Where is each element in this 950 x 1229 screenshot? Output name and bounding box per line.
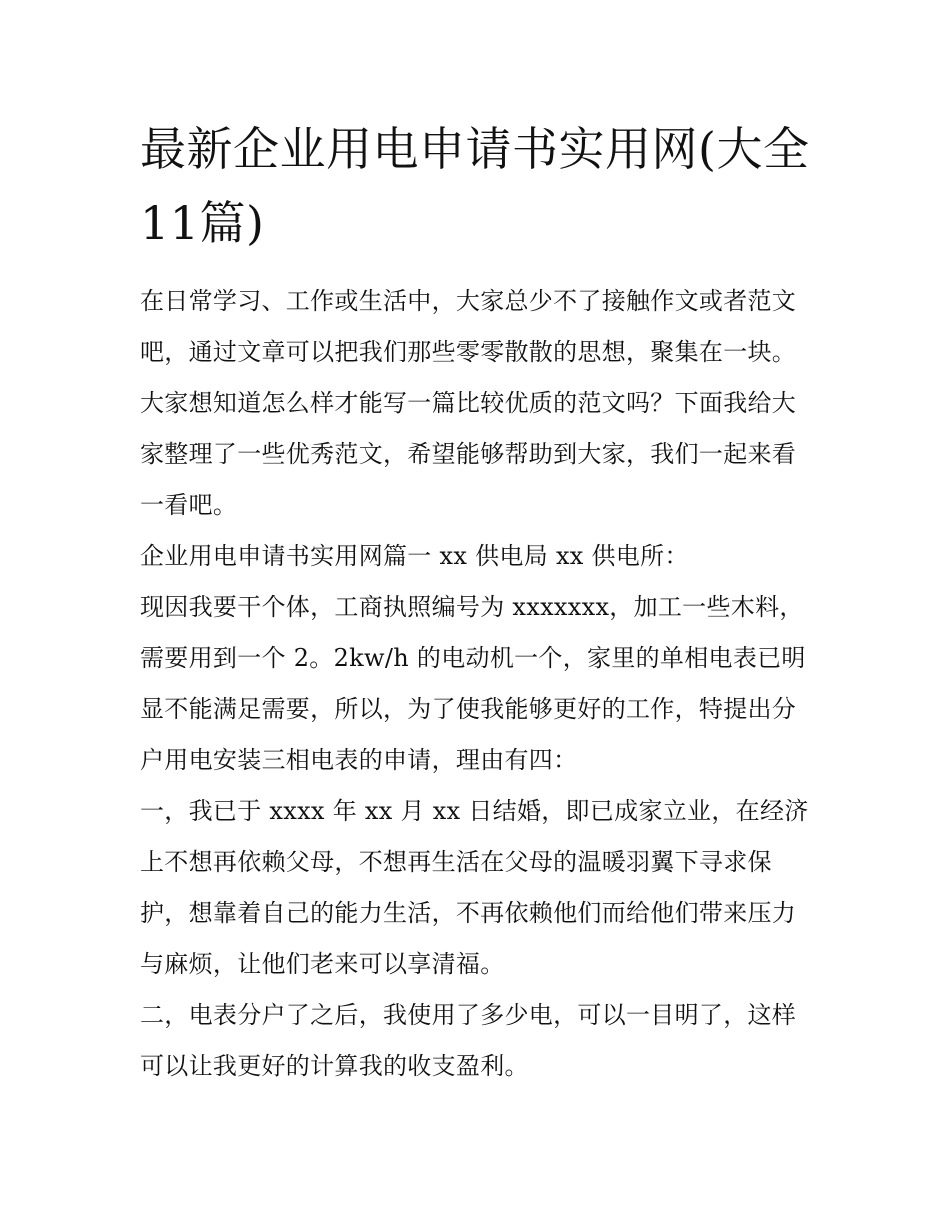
salutation-paragraph: 企业用电申请书实用网篇一 xx 供电局 xx 供电所：	[140, 542, 689, 570]
reason-two-paragraph: 二，电表分户了之后，我使用了多少电，可以一目明了，这样可以让我更好的计算我的收支盈利。	[140, 1001, 797, 1080]
document-title: 最新企业用电申请书实用网(大全11篇)	[140, 122, 810, 250]
reason-one-paragraph: 一，我已于 xxxx 年 xx 月 xx 日结婚，即已成家立业，在经济上不想再依赖父母，不想再生活在父母的温暖羽翼下寻求保护，想靠着自己的能力生活，不再依赖他们而给他们带来压力与麻烦，让他们老来可以享清福。	[140, 797, 809, 978]
intro-paragraph: 在日常学习、工作或生活中，大家总少不了接触作文或者范文吧，通过文章可以把我们那些零零散散的思想，聚集在一块。大家想知道怎么样才能写一篇比较优质的范文吗？下面我给大家整理了一些优秀范文，希望能够帮助到大家，我们一起来看一看吧。	[140, 287, 797, 519]
request-paragraph: 现因我要干个体，工商执照编号为 xxxxxxx，加工一些木料，需要用到一个 2。2kw/h 的电动机一个，家里的单相电表已明显不能满足需要，所以，为了使我能够更好的工作，特提出分户用电安装三相电表的申请，理由有四：	[140, 593, 806, 774]
document-body	[140, 276, 820, 1092]
